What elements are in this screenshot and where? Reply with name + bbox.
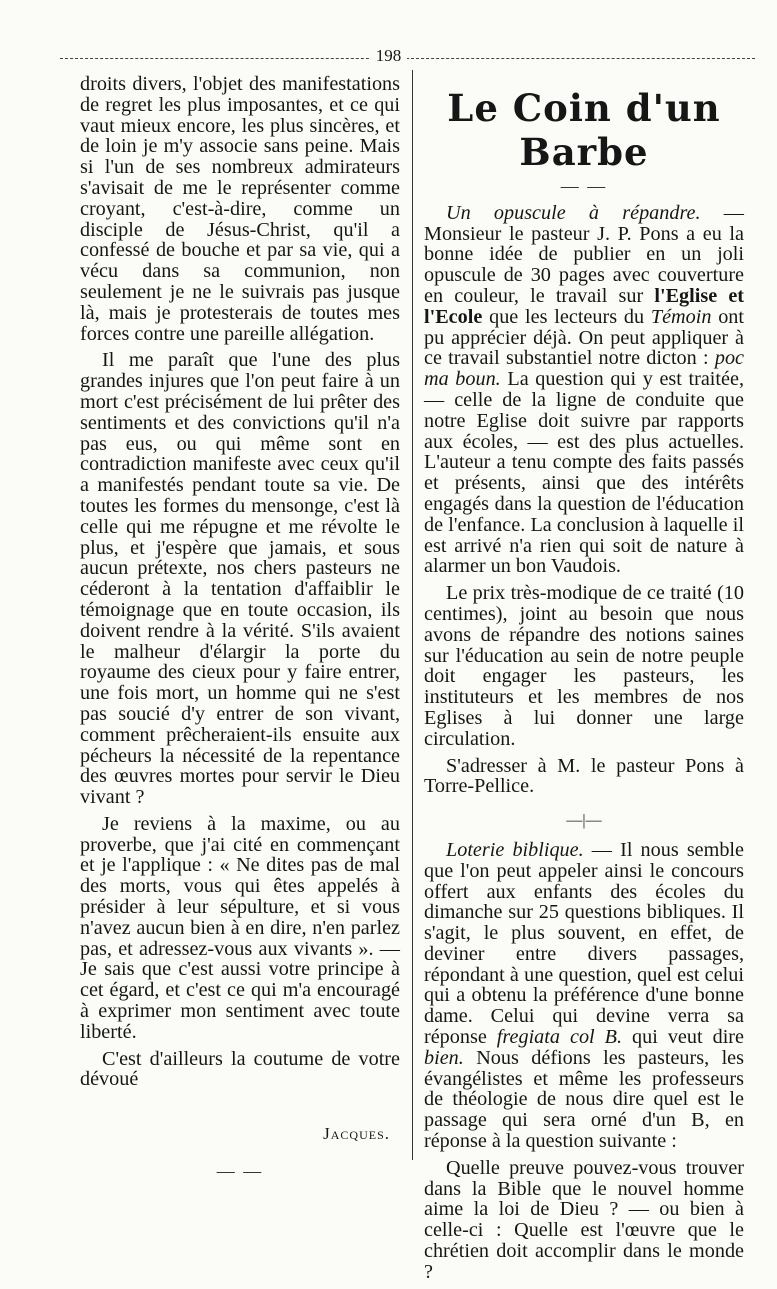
left-paragraph-1: droits divers, l'objet des manifestations de regret les plus imposantes, et ce qui vaut mieux encore, les plus sincères, et de loin je m'y associe sans peine. Mais si l'un de ses nombreux admirateurs s'avisait de me le représenter comme croyant, c'est-à-dire, comme un disciple de Jésus-Christ, qu'il a confessé de bouche et par sa vie, qui a vécu dans sa communion, non seulement je ne le suivrais pas jusque là, mais je protesterais de toutes mes forces contre une pareille allégation. [80, 73, 400, 345]
column-divider [412, 70, 413, 1160]
article-loterie-lead: Loterie biblique. [446, 838, 584, 861]
end-mark: — — [216, 1161, 264, 1182]
page-number-text: 198 [370, 46, 408, 65]
article-opuscule: Un opuscule à répandre. — Monsieur le pasteur J. P. Pons a eu la bonne idée de publier en un joli opuscule de 30 pages avec couverture en couleur, le travail sur l'Eglise et l'Ecole que les lecteurs du Témoin ont pu apprécier déjà. On peut appliquer à ce travail substantiel notre dicton : poc ma boun. La question qui y est traitée, — celle de la ligne de conduite que notre Eglise doit suivre par rapports aux écoles, — est des plus actuelles. L'auteur a tenu compte des faits passés et présents, ainsi que des intérêts engagés dans la question de l'éducation de l'enfance. La conclusion à laquelle il est arrivé n'a rien qui soit de nature à alarmer un bon Vaudois. [424, 201, 745, 578]
article-opuscule-address: S'adresser à M. le pasteur Pons à Torre-Pellice. [424, 754, 744, 798]
article-loterie: Loterie biblique. — Il nous semble que l'on peut appeler ainsi le concours offert aux enfants des écoles du dimanche sur 25 questions bibliques. Il s'agit, le plus souvent, en effet, de deviner entre divers passages, répondant à une question, quel est celui qui a obtenu la préférence d'une bonne dame. Celui qui devine verra sa réponse fregiata col B. qui veut dire bien. Nous défions les pasteurs, les évangélistes et même les professeurs de théologie de nous dire quel est le passage qui sera orné d'un B, en réponse à la question suivante : [424, 838, 744, 1153]
article-loterie-question: Quelle preuve pouvez-vous trouver dans la Bible que le nouvel homme aime la loi de Dieu ? — ou bien à celle-ci : Quelle est l'œuvre que le chrétien doit accomplir dans le monde ? [424, 1156, 744, 1283]
title-rule: — — [560, 176, 608, 196]
right-column [424, 74, 744, 1289]
article-opuscule-price: Le prix très-modique de ce traité (10 centimes), joint au besoin que nous avons de répandre des notions saines sur l'éducation au sein de notre peuple doit engager les pasteurs, les instituteurs et les membres de nos Eglises à lui donner une large circulation. [424, 582, 744, 750]
left-paragraph-2: Il me paraît que l'une des plus grandes injures que l'on peut faire à un mort c'est précisément de lui prêter des sentiments et des convictions qu'il n'a pas eus, ou qui même sont en contradiction manifeste avec ceux qu'il a manifestés pendant toute sa vie. De toutes les formes du mensonge, c'est là celle qui me répugne et me révolte le plus, et j'espère que jamais, et sous aucun prétexte, nos chers pasteurs ne céderont à la tentation d'affaiblir le témoignage que en toute occasion, ils doivent rendre à la vérité. S'ils avaient le malheur d'élargir la porte du royaume des cieux pour y faire entrer, une fois mort, un homme qui ne s'est pas soucié d'y entrer de son vivant, comment prêcheraient-ils ensuite aux pécheurs la nécessité de la repentance des œuvres mortes pour servir le Dieu vivant ? [80, 349, 400, 809]
article-opuscule-lead: Un opuscule à répandre. [446, 201, 701, 224]
article-separator: —|— [566, 812, 602, 830]
bold-title: l'Eglise et l'Ecole [424, 284, 744, 328]
left-paragraph-3: Je reviens à la maxime, ou au proverbe, que j'ai cité en commençant et je l'applique : « Ne dites pas de mal des morts, vous qui êtes appelés à présider à leur sépulture, et si vous n'avez aucun bien à en dire, n'en parlez pas, et adressez-vous aux vivants ». — Je sais que c'est aussi votre principe à cet égard, et c'est ce qui m'a encouragé à exprimer mon sentiment avec toute liberté. [80, 812, 400, 1043]
signature: Jacques. [323, 1124, 390, 1144]
left-column [80, 74, 400, 1182]
page-number [0, 46, 777, 66]
section-title: Le Coin d'un Barbe [447, 86, 721, 174]
left-paragraph-4: C'est d'ailleurs la coutume de votre dévoué [80, 1047, 400, 1091]
